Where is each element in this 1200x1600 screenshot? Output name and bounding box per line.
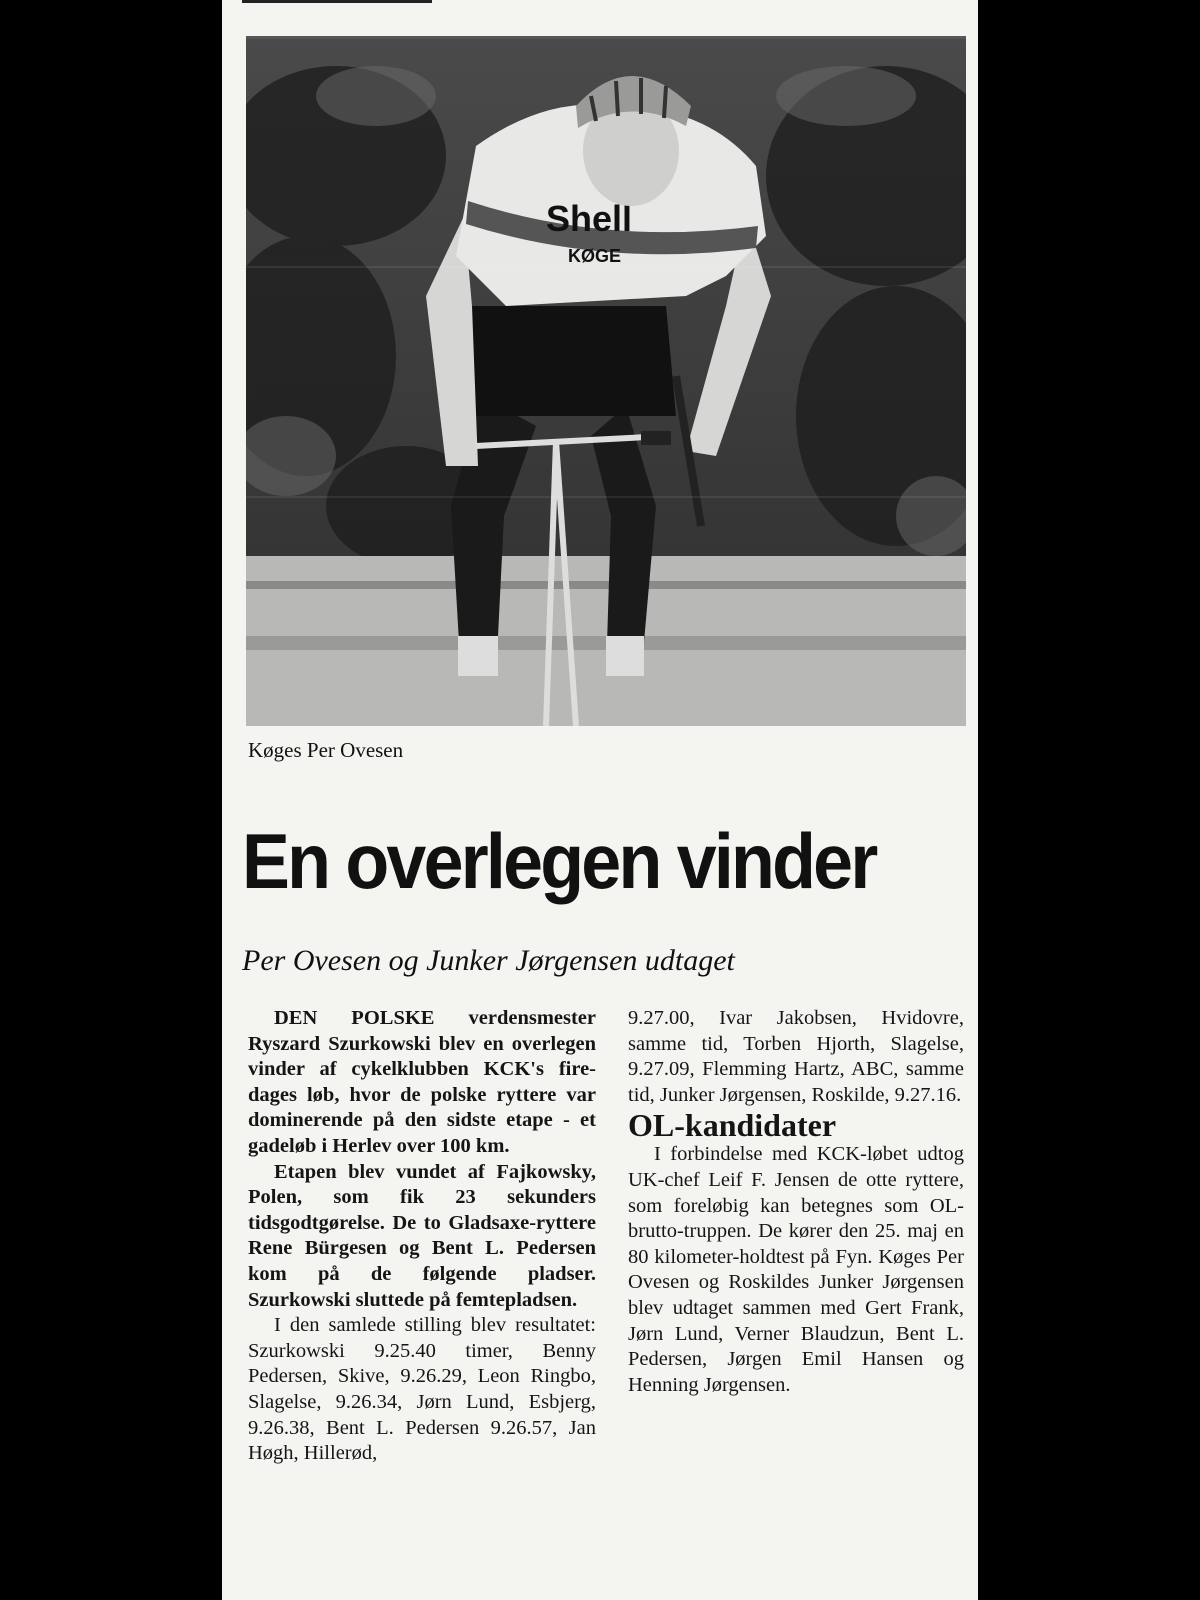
section-title: OL-kandidater	[628, 1107, 837, 1144]
cyclist-photo-drawing	[246, 36, 966, 726]
jersey-text: Shell	[546, 198, 633, 239]
article-paragraph-3: I den samlede stilling blev resultatet: Szurkowski 9.25.40 timer, Benny Pedersen, Skive, 9.26.29, Leon Ringbo, Slagelse, 9.26.34, Jørn Lund, Esbjerg, 9.26.38, Bent L. Pedersen 9.26.57, Jan Høgh, Hillerød,	[248, 1314, 596, 1465]
article-paragraph-5: I forbindelse med KCK-løbet udtog UK-chef Leif F. Jensen de otte ryttere, som foreløbig kan betegnes som OL-brutto-truppen. De kører den 25. maj en 80 kilometer-holdtest på Fyn. Køges Per Ovesen og Roskildes Junker Jørgensen blev udtaget sammen med Gert Frank, Jørn Lund, Verner Blaudzun, Bent L. Pedersen, Jørgen Emil Hansen og Henning Jørgensen.	[628, 1143, 964, 1396]
jersey-subtext: KØGE	[568, 246, 622, 266]
article-lead-paragraph: DEN POLSKE verdensmester Ryszard Szurkowski blev en overlegen vinder af cykelklubben KCK's fire-dages løb, hvor de polske ryttere var dominerende på den sidste etape - et gadeløb i Herlev over 100 km.	[248, 1007, 596, 1157]
top-rule	[242, 0, 432, 3]
article-paragraph-2: Etapen blev vundet af Fajkowsky, Polen, som fik 23 sekunders tidsgodtgørelse. De to Gladsaxe-ryttere Rene Bürgesen og Bent L. Pedersen kom på de følgende pladser. Szurkowski sluttede på femtepladsen.	[248, 1160, 596, 1311]
newspaper-clipping	[222, 0, 978, 1600]
article-column-2	[628, 1006, 964, 1398]
cyclist-photo	[246, 36, 966, 726]
article-column-1	[248, 1006, 596, 1467]
article-paragraph-4: 9.27.00, Ivar Jakobsen, Hvidovre, samme tid, Torben Hjorth, Slagelse, 9.27.09, Flemming Hartz, ABC, samme tid, Junker Jørgensen, Roskilde, 9.27.16.	[628, 1007, 964, 1106]
photo-caption: Køges Per Ovesen	[248, 738, 404, 762]
headline: En overlegen vinder	[242, 817, 876, 905]
subheadline: Per Ovesen og Junker Jørgensen udtaget	[242, 944, 735, 977]
